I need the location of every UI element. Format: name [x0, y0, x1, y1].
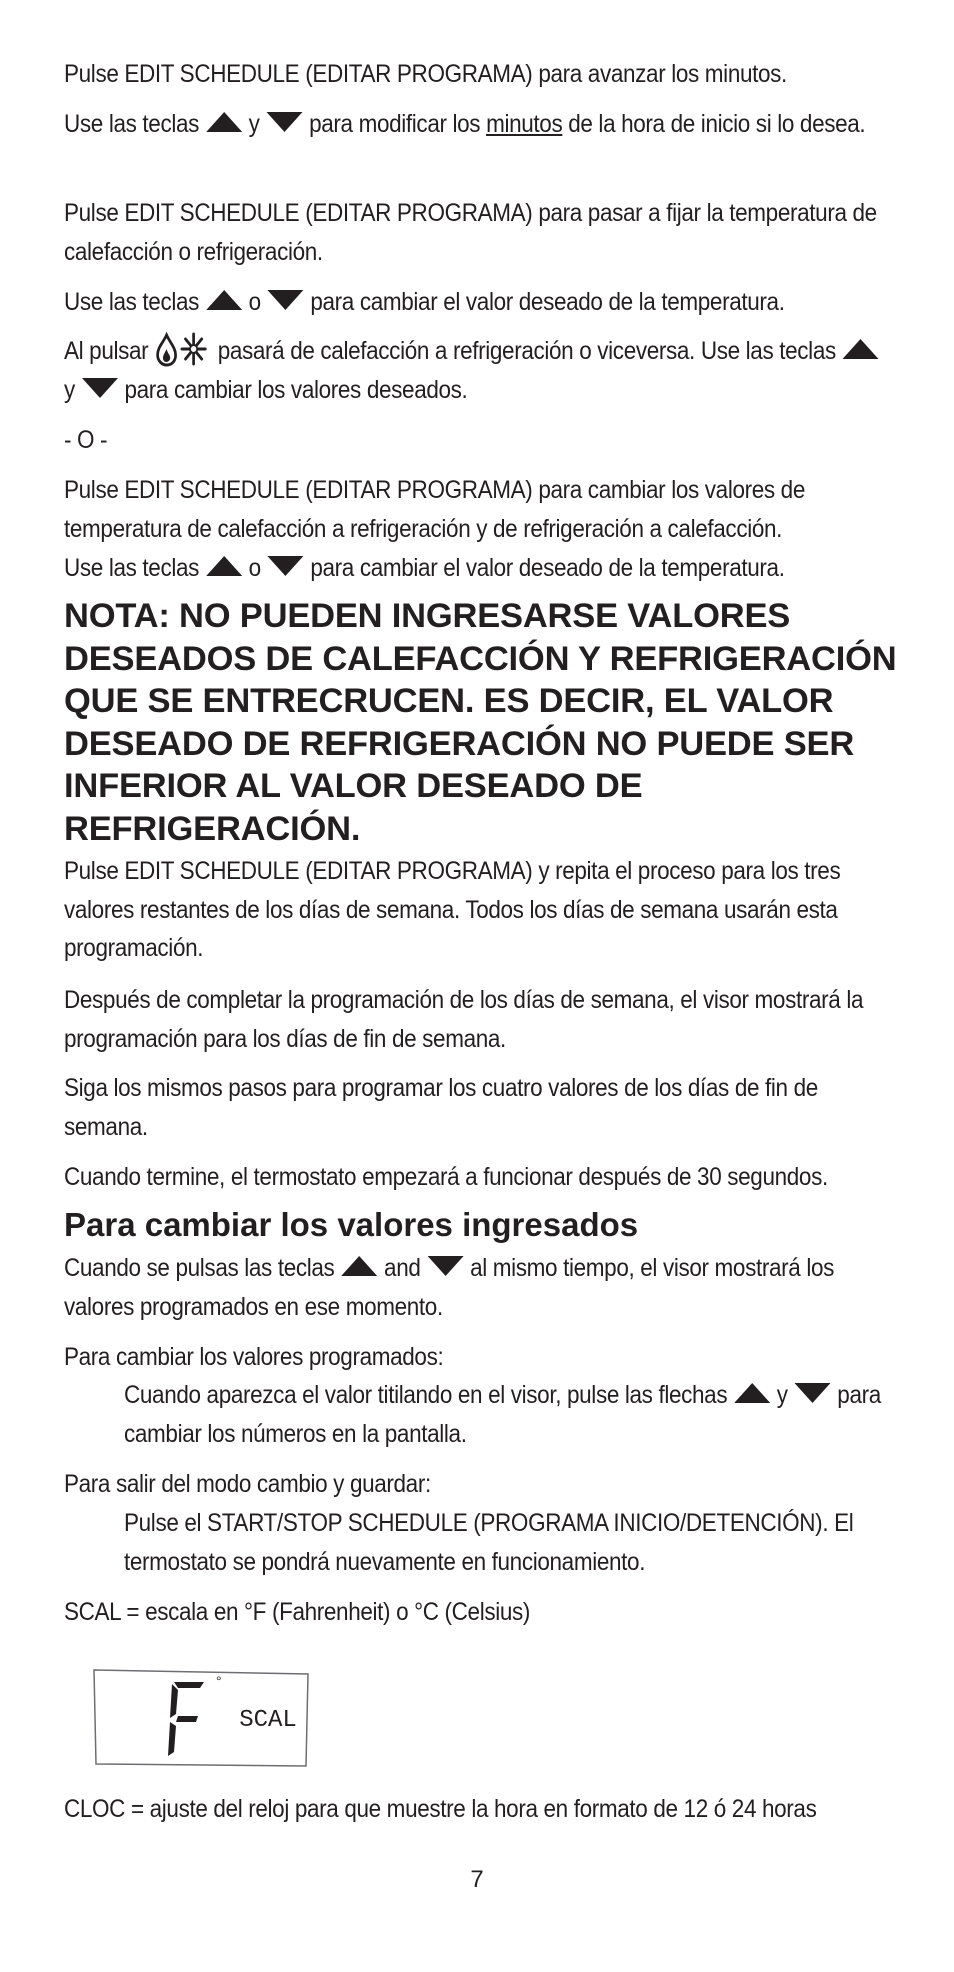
up-arrow-icon	[340, 1255, 378, 1277]
text: Cuando se pulsas las teclas	[64, 1254, 335, 1282]
paragraph-change-heat-cool-values	[64, 471, 894, 548]
paragraph-advance-minutes	[64, 55, 894, 94]
text: para cambiar el valor deseado de la temperatura.	[310, 554, 785, 582]
paragraph-set-temperature	[64, 194, 894, 271]
text: para cambiar los valores deseados.	[124, 375, 468, 404]
paragraph-change-temperature	[64, 283, 894, 322]
paragraph-finish	[64, 1158, 894, 1197]
text: Para salir del modo cambio y guardar:	[64, 1470, 431, 1498]
paragraph-blinking-value	[124, 1376, 894, 1453]
text: para cambiar el valor deseado de la temperatura.	[310, 288, 785, 316]
text: Pulse EDIT SCHEDULE (EDITAR PROGRAMA) para avanzar los minutos.	[64, 60, 787, 88]
warning-note: NOTA: NO PUEDEN INGRESARSE VALORES DESEADOS DE CALEFACCIÓN Y REFRIGERACIÓN QUE SE ENTRECRUCEN. ES DECIR, EL VALOR DESEADO DE REFRIGERACIÓN NO PUEDE SER INFERIOR AL VALOR DESEADO DE REFRIGERACIÓN.	[64, 597, 897, 848]
up-arrow-icon	[842, 338, 880, 360]
text: Siga los mismos pasos para programar los cuatro valores de los días de fin de semana.	[64, 1074, 818, 1141]
paragraph-change-temperature-2	[64, 549, 894, 588]
up-arrow-icon	[733, 1382, 771, 1404]
text: Después de completar la programación de los días de semana, el visor mostrará la programación para los días de fin de semana.	[64, 986, 864, 1053]
paragraph-show-values	[64, 1249, 894, 1326]
text: Cuando aparezca el valor titilando en el visor, pulse las flechas	[124, 1381, 728, 1409]
paragraph-exit-mode	[64, 1465, 894, 1504]
text: y	[64, 375, 75, 404]
paragraph-start-stop	[124, 1504, 894, 1581]
text: para modificar los	[309, 110, 481, 138]
text: o	[248, 554, 261, 582]
text: de la hora de inicio si lo desea.	[568, 110, 866, 138]
underlined-text: minutos	[486, 110, 563, 138]
paragraph-repeat-process	[64, 852, 894, 968]
paragraph-heat-cool-toggle	[64, 332, 894, 409]
paragraph-scal	[64, 1593, 894, 1632]
text: o	[248, 288, 261, 316]
text: Use las teclas	[64, 288, 200, 316]
down-arrow-icon	[794, 1382, 832, 1404]
text: Pulse EDIT SCHEDULE (EDITAR PROGRAMA) y repita el proceso para los tres valores restantes de los días de semana. Todos los días de semana usarán esta programación.	[64, 857, 841, 962]
paragraph-or	[64, 421, 894, 460]
up-arrow-icon	[205, 555, 243, 577]
text: al mismo tiempo, el visor mostrará los valores programados en ese momento.	[64, 1254, 835, 1321]
text: Use las teclas	[64, 554, 200, 582]
text: y	[248, 110, 260, 138]
scal-segment-text: SCAL	[239, 1707, 297, 1734]
seven-segment-f	[168, 1682, 204, 1756]
text: para cambiar los números en la pantalla.	[124, 1381, 881, 1448]
text: and	[384, 1254, 421, 1282]
text: Use las teclas	[64, 110, 200, 138]
degree-symbol: °	[216, 1673, 222, 1689]
down-arrow-icon	[426, 1255, 464, 1277]
text: y	[776, 1381, 788, 1409]
paragraph-change-programmed	[64, 1338, 894, 1377]
text: Pulse EDIT SCHEDULE (EDITAR PROGRAMA) para pasar a fijar la temperatura de calefacción o refrigeración.	[64, 199, 877, 266]
heat-cool-toggle-icon	[154, 331, 212, 367]
text: SCAL = escala en °F (Fahrenheit) o °C (Celsius)	[64, 1598, 531, 1626]
down-arrow-icon	[265, 111, 303, 133]
down-arrow-icon	[267, 289, 305, 311]
text: CLOC = ajuste del reloj para que muestre la hora en formato de 12 ó 24 horas	[64, 1795, 817, 1823]
paragraph-weekend-steps	[64, 1069, 894, 1146]
up-arrow-icon	[205, 289, 243, 311]
down-arrow-icon	[267, 555, 305, 577]
text: - O -	[64, 426, 108, 454]
down-arrow-icon	[81, 377, 119, 399]
paragraph-modify-minutes	[64, 105, 894, 144]
text: Pulse el START/STOP SCHEDULE (PROGRAMA INICIO/DETENCIÓN). El termostato se pondrá nuevamente en funcionamiento.	[124, 1509, 854, 1576]
section-heading: Para cambiar los valores ingresados	[64, 1206, 639, 1243]
text: Pulse EDIT SCHEDULE (EDITAR PROGRAMA) para cambiar los valores de temperatura de calefacción a refrigeración y de refrigeración a calefacción.	[64, 476, 805, 543]
text: Al pulsar	[64, 337, 149, 365]
paragraph-cloc	[64, 1790, 894, 1829]
text: Cuando termine, el termostato empezará a funcionar después de 30 segundos.	[64, 1163, 828, 1191]
paragraph-weekend-display	[64, 981, 894, 1058]
page-number: 7	[470, 1866, 484, 1893]
text: Para cambiar los valores programados:	[64, 1343, 444, 1371]
up-arrow-icon	[205, 111, 243, 133]
lcd-display-scal	[92, 1668, 310, 1768]
text: pasará de calefacción a refrigeración o viceversa. Use las teclas	[217, 337, 836, 365]
